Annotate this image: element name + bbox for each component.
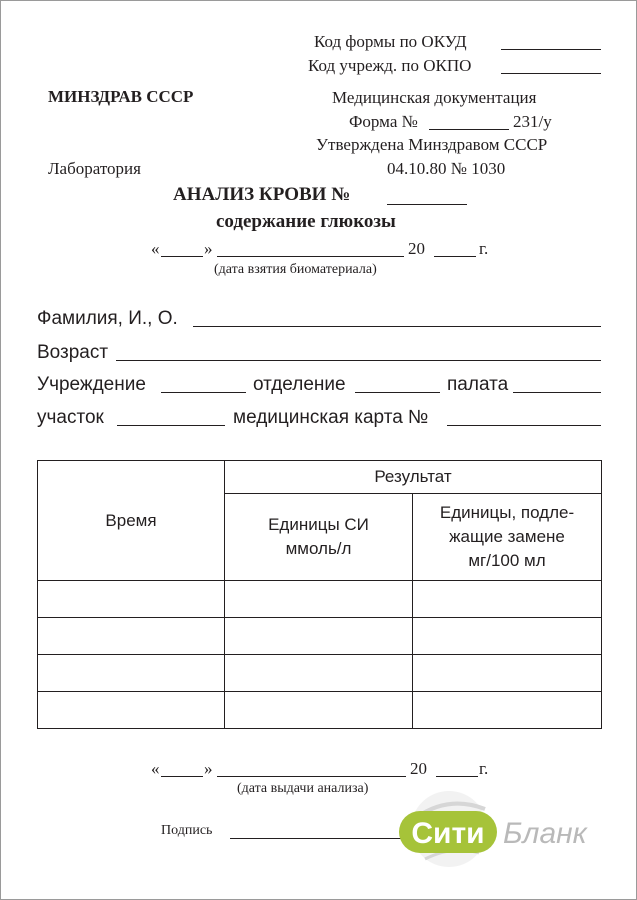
form-number-field[interactable] bbox=[429, 129, 509, 130]
logo-word-citi: Сити bbox=[411, 817, 485, 850]
signature-label: Подпись bbox=[161, 823, 213, 838]
old-value-cell[interactable] bbox=[413, 581, 602, 618]
header-result: Результат bbox=[225, 461, 602, 494]
laboratory-label: Лаборатория bbox=[48, 159, 141, 178]
logo-word-blank: Бланк bbox=[503, 817, 587, 850]
ministry-title: МИНЗДРАВ СССР bbox=[48, 87, 194, 106]
form-number-value: 231/у bbox=[513, 112, 552, 131]
old-value-cell[interactable] bbox=[413, 618, 602, 655]
approved-date: 04.10.80 № 1030 bbox=[387, 159, 506, 178]
results-table bbox=[37, 460, 602, 729]
header-old-units: Единицы, подле- жащие замене мг/100 мл bbox=[413, 494, 602, 581]
analysis-subtitle: содержание глюкозы bbox=[216, 211, 396, 232]
signature-field[interactable] bbox=[230, 838, 415, 839]
table-row bbox=[38, 655, 602, 692]
date-close-quote: » bbox=[204, 239, 213, 258]
issue-date-caption: (дата выдачи анализа) bbox=[237, 781, 369, 796]
sampling-date-caption: (дата взятия биоматериала) bbox=[214, 262, 377, 277]
table-row bbox=[38, 618, 602, 655]
department-field[interactable] bbox=[355, 392, 440, 393]
sampling-year-prefix: 20 bbox=[408, 239, 425, 258]
medical-card-field[interactable] bbox=[447, 425, 601, 426]
date-open-quote: « bbox=[151, 239, 160, 258]
institution-label: Учреждение bbox=[37, 374, 146, 395]
ward-field[interactable] bbox=[513, 392, 601, 393]
table-row bbox=[38, 581, 602, 618]
analysis-number-field[interactable] bbox=[387, 204, 467, 205]
institution-field[interactable] bbox=[161, 392, 246, 393]
citiblank-logo-mark bbox=[399, 787, 623, 877]
si-value-cell[interactable] bbox=[225, 581, 413, 618]
sampling-month-field[interactable] bbox=[217, 256, 404, 257]
header-time: Время bbox=[38, 461, 225, 581]
issue-date-open-quote: « bbox=[151, 759, 160, 778]
old-value-cell[interactable] bbox=[413, 692, 602, 729]
district-field[interactable] bbox=[117, 425, 225, 426]
time-cell[interactable] bbox=[38, 692, 225, 729]
issue-date-close-quote: » bbox=[204, 759, 213, 778]
time-cell[interactable] bbox=[38, 618, 225, 655]
citiblank-logo bbox=[399, 787, 623, 877]
si-value-cell[interactable] bbox=[225, 618, 413, 655]
medical-card-label: медицинская карта № bbox=[233, 407, 429, 428]
district-label: участок bbox=[37, 407, 104, 428]
approved-label: Утверждена Минздравом СССР bbox=[316, 135, 548, 154]
sampling-year-field[interactable] bbox=[434, 256, 476, 257]
okud-label: Код формы по ОКУД bbox=[314, 32, 467, 51]
time-cell[interactable] bbox=[38, 655, 225, 692]
issue-year-suffix: г. bbox=[479, 759, 489, 778]
sampling-day-field[interactable] bbox=[161, 256, 203, 257]
si-value-cell[interactable] bbox=[225, 692, 413, 729]
okpo-label: Код учрежд. по ОКПО bbox=[308, 56, 472, 75]
issue-month-field[interactable] bbox=[217, 776, 406, 777]
issue-year-field[interactable] bbox=[436, 776, 478, 777]
time-cell[interactable] bbox=[38, 581, 225, 618]
age-label: Возраст bbox=[37, 342, 109, 363]
med-doc-label: Медицинская документация bbox=[332, 88, 537, 107]
name-field[interactable] bbox=[193, 326, 601, 327]
analysis-title: АНАЛИЗ КРОВИ № bbox=[173, 184, 351, 205]
age-field[interactable] bbox=[116, 360, 601, 361]
issue-year-prefix: 20 bbox=[410, 759, 427, 778]
table-row bbox=[38, 692, 602, 729]
old-value-cell[interactable] bbox=[413, 655, 602, 692]
issue-day-field[interactable] bbox=[161, 776, 203, 777]
department-label: отделение bbox=[253, 374, 346, 395]
okpo-field[interactable] bbox=[501, 73, 601, 74]
name-label: Фамилия, И., О. bbox=[37, 308, 178, 329]
okud-field[interactable] bbox=[501, 49, 601, 50]
form-number-label: Форма № bbox=[349, 112, 418, 131]
sampling-year-suffix: г. bbox=[479, 239, 489, 258]
ward-label: палата bbox=[447, 374, 509, 395]
header-si-units: Единицы СИ ммоль/л bbox=[225, 494, 413, 581]
si-value-cell[interactable] bbox=[225, 655, 413, 692]
